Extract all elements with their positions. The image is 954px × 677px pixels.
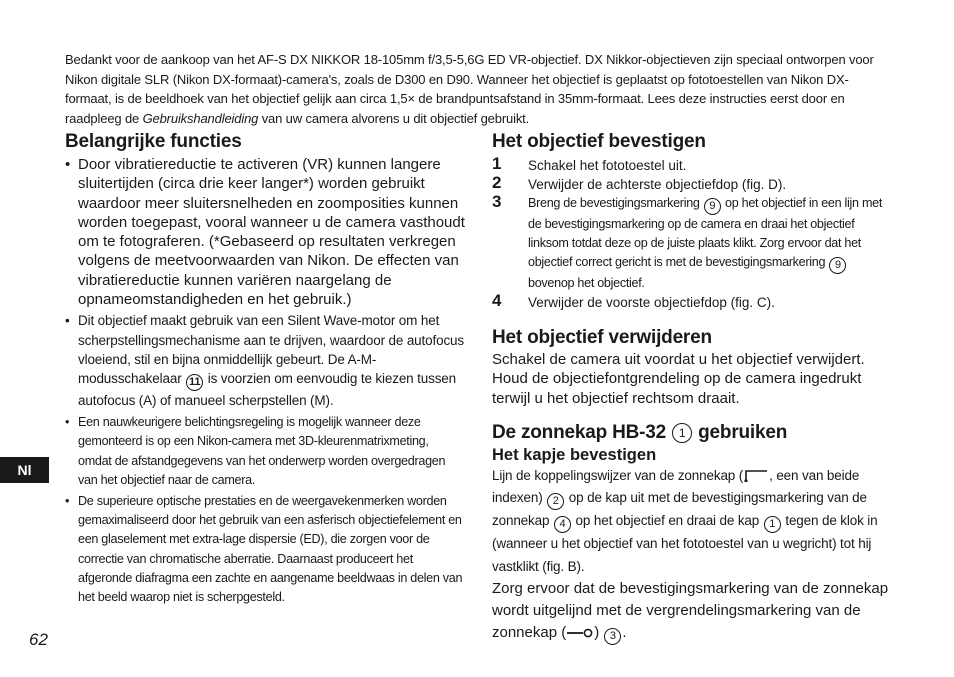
hood-p1-text-2: , een van beide indexen)	[492, 467, 860, 506]
step-text-3: bovenop het objectief.	[528, 276, 645, 290]
callout-3-icon: 3	[604, 628, 621, 645]
remove-heading: Het objectief verwijderen	[492, 327, 712, 348]
step-text: Verwijder de voorste objectiefdop (fig. C).	[528, 295, 775, 310]
feature-swm	[65, 311, 465, 410]
hood-p2-text-1: Zorg ervoor dat de bevestigingsmarkering van de zonnekap wordt uitgelijnd met de vergrendelingsmarkering van de zonnekap (	[492, 580, 889, 642]
step-text: Verwijder de achterste objectiefdop (fig. D).	[528, 177, 787, 192]
step-text: Schakel het fototoestel uit.	[528, 158, 687, 173]
attach-heading: Het objectief bevestigen	[492, 131, 706, 152]
hood-p1-text-4: op het objectief en draai de kap	[571, 513, 763, 529]
hood-p1-text-1: Lijn de koppelingswijzer van de zonnekap (	[492, 467, 744, 483]
hood-alignment-mark-icon	[743, 468, 769, 482]
callout-2-icon: 2	[547, 493, 564, 510]
hood-p2-text-2: )	[594, 624, 604, 642]
hood-heading	[492, 421, 892, 445]
lock-mark-icon	[566, 627, 594, 639]
hood-p1-text-5: tegen de klok in (wanneer u het objectief van het fototoestel van u wegricht) tot hij vastklikt (fig. B).	[492, 513, 878, 574]
feature-swm-text-2: is voorzien om eenvoudig te kiezen tussen autofocus (A) of manueel scherpstellen (M).	[78, 370, 457, 408]
hood-heading-text-1: De zonnekap HB-32	[492, 421, 672, 443]
step-number: 4	[492, 291, 502, 310]
attach-step-2	[492, 175, 892, 194]
hood-heading-text-2: gebruiken	[693, 421, 788, 443]
callout-1-icon: 1	[764, 516, 781, 533]
step-text-2: op het objectief in een lijn met de bevestigingsmarkering op de camera en draai het objectief linksom totdat deze op de juiste plaats klikt. Zorg ervoor dat het objectief correct gericht is met de bevestigingsmarkering	[528, 196, 883, 269]
feature-exposure-text: Een nauwkeurigere belichtingsregeling is mogelijk wanneer deze gemonteerd is op een Nikon-camera met 3D-kleurenmatrixmeting, omdat de afstandgegevens van het onderwerp worden overgedragen van het objectief naar de camera.	[78, 415, 446, 487]
intro-paragraph	[65, 50, 891, 128]
feature-optics-text: De superieure optische prestaties en de weergavekenmerken worden gemaximaliseerd door het gebruik van een asferisch objectiefelement en een glaselement met extra-lage dispersie (ED), die zorgen voor de correctie van chromatische aberratie. Daarnaast produceert het afgeronde diafragma een zachte en aangename beeldwaas in delen van het beeld waarop niet is scherpgesteld.	[78, 494, 463, 605]
step-number: 1	[492, 154, 502, 173]
callout-11-icon: 11	[186, 374, 203, 391]
right-column	[492, 130, 892, 645]
feature-swm-text-1: Dit objectief maakt gebruik van een Silent Wave-motor om het scherpstellingsmechanisme aan te drijven, waardoor de autofocus vloeiend, stil en bijna onmiddellijk gebeurt. De A-M-modusschakelaar	[78, 313, 465, 386]
attach-step-4	[492, 293, 892, 312]
hood-paragraph-2	[492, 578, 892, 645]
callout-9-icon: 9	[829, 257, 846, 274]
callout-9-icon: 9	[704, 198, 721, 215]
hood-subheading: Het kapje bevestigen	[492, 445, 657, 464]
attach-step-1	[492, 156, 892, 175]
features-heading: Belangrijke functies	[65, 131, 242, 152]
step-number: 3	[492, 192, 502, 211]
intro-text-2: van uw camera alvorens u dit objectief gebruikt.	[258, 110, 530, 126]
feature-vr-text: Door vibratiereductie te activeren (VR) kunnen langere sluitertijden (circa drie keer langer*) worden gebruikt waardoor meer sluitersnelheden en zoomposities kunnen worden toegepast, vooral wanneer u de camera vasthoudt om te fotograferen. (*Gebaseerd op resultaten verkregen volgens de meetvoorwaarden van Nikon. De effecten van vibratiereductie kunnen variëren naargelang de opnameomstandigheden en het gebruik.)	[78, 156, 465, 309]
left-column	[65, 130, 465, 607]
features-list	[65, 155, 465, 607]
hood-p2-text-3: .	[622, 624, 627, 642]
hood-paragraph-1	[492, 465, 892, 579]
intro-manual-title: Gebruikshandleiding	[142, 110, 259, 126]
feature-exposure	[65, 413, 465, 490]
callout-1-icon: 1	[672, 423, 692, 443]
step-text-1: Breng de bevestigingsmarkering	[528, 196, 703, 210]
callout-4-icon: 4	[554, 516, 571, 533]
attach-step-3	[492, 194, 892, 293]
intro-text-1: Bedankt voor de aankoop van het AF-S DX NIKKOR 18-105mm f/3,5-5,6G ED VR-objectief. DX Nikkor-objectieven zijn speciaal ontworpen voor Nikon digitale SLR (Nikon DX-formaat)-camera's, zoals de D300 en D90. Wanneer het objectief is geplaatst op fototoestellen van Nikon DX-formaat, is de beeldhoek van het objectief gelijk aan circa 1,5× de brandpuntsafstand in 35mm-formaat. Lees deze instructies eerst door en raadpleeg de	[65, 52, 874, 126]
page-number: 62	[29, 630, 48, 649]
hood-p1-text-3: op de kap uit met de bevestigingsmarkering van de zonnekap	[492, 490, 867, 529]
step-number: 2	[492, 173, 502, 192]
language-tab: Nl	[0, 457, 49, 483]
feature-vr	[65, 155, 465, 309]
feature-optics	[65, 492, 465, 607]
remove-text: Schakel de camera uit voordat u het objectief verwijdert. Houd de objectiefontgrendeling op de camera ingedrukt terwijl u het objectief rechtsom draait.	[492, 351, 865, 407]
